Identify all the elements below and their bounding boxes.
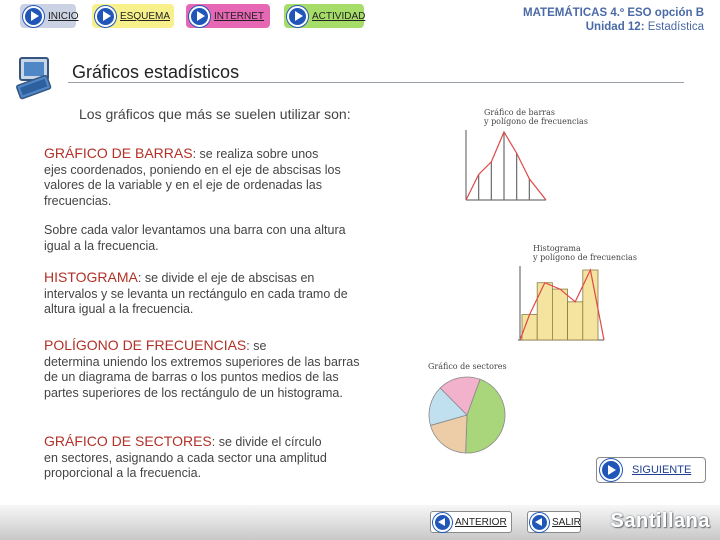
barras-body: ejes coordenados, poniendo en el eje de abscisas los valores de la variable y en el eje de ordenadas las frecuencias. (44, 162, 341, 208)
back-arrow-icon (433, 513, 452, 532)
unit-name: Estadística (647, 21, 704, 33)
poligono-body: determina uniendo los extremos superiores de las barras de un diagrama de barras o los puntos medios de las partes superiores de los rectángulo de un histograma. (44, 354, 360, 400)
barras-extra: Sobre cada valor levantamos una barra con una altura igual a la frecuencia. (44, 223, 346, 253)
poligono-head: : se (246, 339, 267, 353)
section-title: Gráficos estadísticos (72, 62, 240, 82)
esquema-button[interactable] (92, 4, 174, 28)
sectores-body: en sectores, asignando a cada sector una amplitud proporcional a la frecuencia. (44, 450, 327, 480)
bar-chart-figure (462, 126, 548, 206)
barras-label-line-2: y polígono de frecuencias (484, 117, 588, 126)
histograma-body: intervalos y se levanta un rectángulo en cada tramo de altura igual a la frecuencia. (44, 286, 348, 316)
internet-button[interactable] (186, 4, 270, 28)
inicio-button[interactable] (20, 4, 79, 28)
actividad-label: ACTIVIDAD (312, 10, 366, 22)
poligono-term: POLÍGONO DE FRECUENCIAS (44, 337, 247, 353)
esquema-label: ESQUEMA (120, 10, 171, 22)
barras-label-line-1: Gráfico de barras (484, 108, 555, 117)
histograma-paragraph (44, 270, 374, 318)
sectores-figure-label (428, 362, 507, 371)
barras-term: GRÁFICO DE BARRAS (44, 145, 193, 161)
histogram-figure (516, 262, 606, 344)
play-icon (189, 6, 210, 27)
anterior-button[interactable] (430, 511, 512, 533)
siguiente-button[interactable] (596, 457, 706, 483)
sectores-paragraph (44, 434, 374, 482)
histogram-bar (552, 289, 567, 340)
course-unit (523, 20, 704, 34)
histograma-term: HISTOGRAMA (44, 269, 138, 285)
computer-icon (14, 56, 54, 100)
course-header (523, 6, 704, 34)
intro-text: Los gráficos que más se suelen utilizar son: (79, 106, 351, 122)
histo-label-line-2: y polígono de frecuencias (533, 253, 637, 262)
course-title: MATEMÁTICAS 4.º ESO opción B (523, 7, 704, 19)
histograma-head: : se divide el eje de abscisas en (137, 271, 315, 285)
santillana-logo: Santillana (610, 510, 710, 532)
barras-extra-paragraph (44, 223, 374, 254)
histogram-bar (568, 302, 583, 340)
barras-figure-label (484, 108, 588, 126)
histograma-figure-label (533, 244, 637, 262)
internet-label: INTERNET (214, 10, 264, 22)
sectores-label-line: Gráfico de sectores (428, 362, 507, 371)
back-arrow-icon (530, 513, 549, 532)
barras-head: : se realiza sobre unos (192, 147, 319, 161)
barras-paragraph (44, 146, 374, 209)
sectores-head: : se divide el círculo (211, 435, 322, 449)
sectores-term: GRÁFICO DE SECTORES (44, 433, 212, 449)
salir-button[interactable] (527, 511, 581, 533)
salir-label: SALIR (552, 516, 581, 528)
title-divider (68, 82, 684, 83)
poligono-paragraph (44, 338, 374, 401)
actividad-button[interactable] (284, 4, 364, 28)
frequency-polygon (466, 132, 546, 200)
unit-label: Unidad 12: (585, 21, 645, 33)
histo-label-line-1: Histograma (533, 244, 581, 253)
play-icon (23, 6, 44, 27)
siguiente-label: SIGUIENTE (632, 464, 692, 476)
histogram-bar (537, 283, 552, 340)
play-icon (287, 6, 308, 27)
inicio-label: INICIO (48, 10, 79, 22)
anterior-label: ANTERIOR (455, 516, 507, 528)
play-icon (600, 459, 622, 481)
play-icon (95, 6, 116, 27)
pie-chart-figure (426, 374, 508, 456)
